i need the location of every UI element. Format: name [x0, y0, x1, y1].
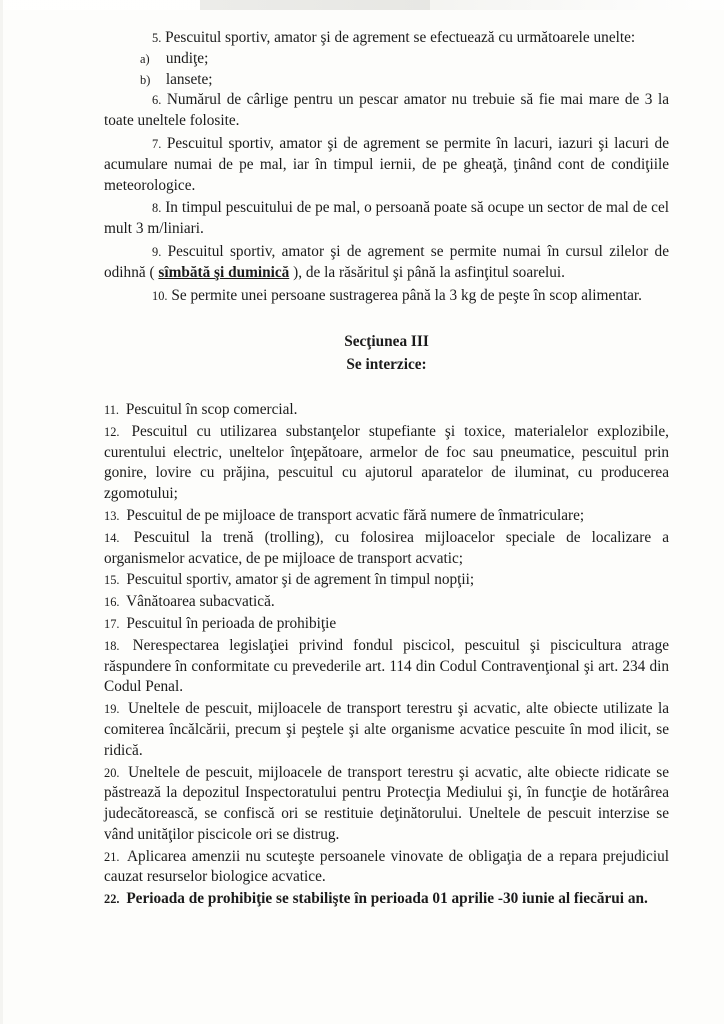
- list-item-number: 15.: [104, 573, 120, 588]
- list-item-text: Nerespectarea legislaţiei privind fondul piscicol, pescuitul şi piscicultura atrage răspundere în conformitate cu prevederile art. 114 din Codul Contravenţional şi art. 234 din Codul Penal.: [104, 636, 670, 696]
- list-item-number: 11.: [104, 402, 120, 417]
- list-item-number: 21.: [104, 849, 120, 864]
- list-item-text: In timpul pescuitului de pe mal, o persoană poate să ocupe un sector de mal de cel mult 3 m/liniari.: [104, 199, 669, 238]
- list-item-text: Aplicarea amenzii nu scuteşte persoanele vinovate de obligaţia de a repara prejudiciul cauzat resurselor biologice acvatice.: [104, 847, 669, 886]
- scan-edge-left: [0, 0, 3, 1024]
- list-item-emphasis: sîmbătă şi duminică: [158, 263, 290, 281]
- list-item: [104, 242, 669, 284]
- list-item-text: Uneltele de pescuit, mijloacele de transport terestru şi acvatic, alte obiecte ridicate se păstrează la depozitul Inspectoratului pentru Protecţia Mediului şi, în funcţie de hotărârea judecătorească, se confiscă ori se restituie deţinătorului. Uneltele de pescuit interzise se vând unităţilor piscicole ori se distrug.: [104, 763, 669, 843]
- list-item-text: Pescuitul sportiv, amator şi de agrement se efectuează cu următoarele unelte:: [165, 29, 636, 46]
- list-item-text: Pescuitul sportiv, amator şi de agrement se permite în lacuri, iazuri şi lacuri de acumulare numai de pe mal, iar în timpul iernii, de pe gheaţă, ţinând cont de condiţiile meteorologice.: [104, 134, 669, 194]
- list-item: [104, 506, 669, 527]
- list-item-number: 14.: [104, 530, 120, 545]
- list-item-text: Pescuitul cu utilizarea substanţelor stupefiante şi toxice, materialelor explozibile, curentului electric, uneltelor înţepătoare, armelor de foc sau pneumatice, pescuitul prin gonire, lovire cu prăjina, pescuitul cu ajutorul aparatelor de iluminat, cu producerea zgomotului;: [104, 422, 669, 503]
- list-item: [104, 614, 669, 635]
- list-item: [104, 699, 669, 761]
- list-item: [104, 570, 669, 591]
- section-heading-line1: Secţiunea III: [344, 333, 429, 351]
- list-item: [140, 70, 669, 91]
- list-item-number: 12.: [104, 424, 120, 439]
- list-item-text: Numărul de cârlige pentru un pescar amator nu trebuie să fie mai mare de 3 la toate uneltele folosite.: [104, 91, 669, 130]
- sub-item-text: lansete;: [165, 70, 213, 88]
- list-item: [104, 847, 669, 889]
- list-item-text: Pescuitul sportiv, amator şi de agrement în timpul nopţii;: [126, 571, 475, 589]
- list-item-text: Pescuitul în perioada de prohibiţie: [126, 614, 337, 632]
- list-item: [104, 763, 669, 846]
- list-item-number: 17.: [104, 616, 120, 631]
- list-item-number: 9.: [152, 244, 162, 259]
- sub-item-text: undiţe;: [165, 49, 209, 67]
- list-item: [140, 49, 669, 70]
- list-item: [104, 134, 669, 196]
- list-item: [104, 592, 669, 613]
- document-body: [104, 28, 669, 910]
- list-item-number: 7.: [152, 136, 162, 151]
- list-item-text: Perioada de prohibiţie se stabilişte în perioada 01 aprilie -30 iunie al fiecărui an.: [126, 890, 648, 908]
- list-item-number: 18.: [104, 638, 120, 653]
- list-item-number: 5.: [152, 31, 162, 45]
- list-item-number: 19.: [104, 702, 120, 717]
- list-item-number: 20.: [104, 765, 120, 780]
- list-item: [104, 422, 669, 505]
- list-item: [104, 286, 669, 307]
- list-item: [104, 636, 669, 698]
- list-item: [104, 28, 669, 49]
- list-item-number: 6.: [152, 93, 162, 108]
- list-item-text: Pescuitul la trenă (trolling), cu folosirea mijloacelor speciale de localizare a organismelor acvatice, de pe mijloace de transport acvatic;: [104, 528, 670, 567]
- list-item: [104, 90, 669, 132]
- list-item-text: Se permite unei persoane sustragerea până la 3 kg de peşte în scop alimentar.: [171, 286, 642, 304]
- sub-item-letter: a): [140, 51, 150, 66]
- prohibitions-list: [104, 400, 669, 910]
- list-item-text-before: Pescuitul sportiv, amator şi de agrement se permite numai în cursul zilelor de odihnă (: [104, 242, 669, 281]
- list-item-text: Uneltele de pescuit, mijloacele de transport terestru şi acvatic, alte obiecte utilizate la comiterea încălcării, precum şi peştele şi alte organisme acvatice pescuite în mod ilicit, se ridică.: [104, 700, 669, 759]
- list-item-text: Vânătoarea subacvatică.: [126, 593, 275, 611]
- list-item-number: 10.: [152, 288, 168, 303]
- list-item: [104, 400, 669, 421]
- section-heading-line2: Se interzice:: [346, 356, 427, 374]
- section-heading: [104, 332, 669, 376]
- list-item: [104, 889, 669, 910]
- list-item-number: 13.: [104, 508, 120, 523]
- list-item-text: Pescuitul de pe mijloace de transport acvatic fără numere de înmatriculare;: [126, 506, 585, 524]
- list-item-text-after: ), de la răsăritul şi până la asfinţitul soarelui.: [289, 263, 565, 281]
- list-item: [104, 528, 669, 570]
- sub-item-letter: b): [140, 72, 151, 87]
- list-item-number: 16.: [104, 595, 120, 610]
- list-item: [104, 198, 669, 240]
- list-item-text: Pescuitul în scop comercial.: [125, 400, 298, 418]
- list-item-number: 22.: [104, 892, 120, 907]
- list-item-number: 8.: [152, 201, 162, 216]
- scan-edge-top: [0, 0, 724, 10]
